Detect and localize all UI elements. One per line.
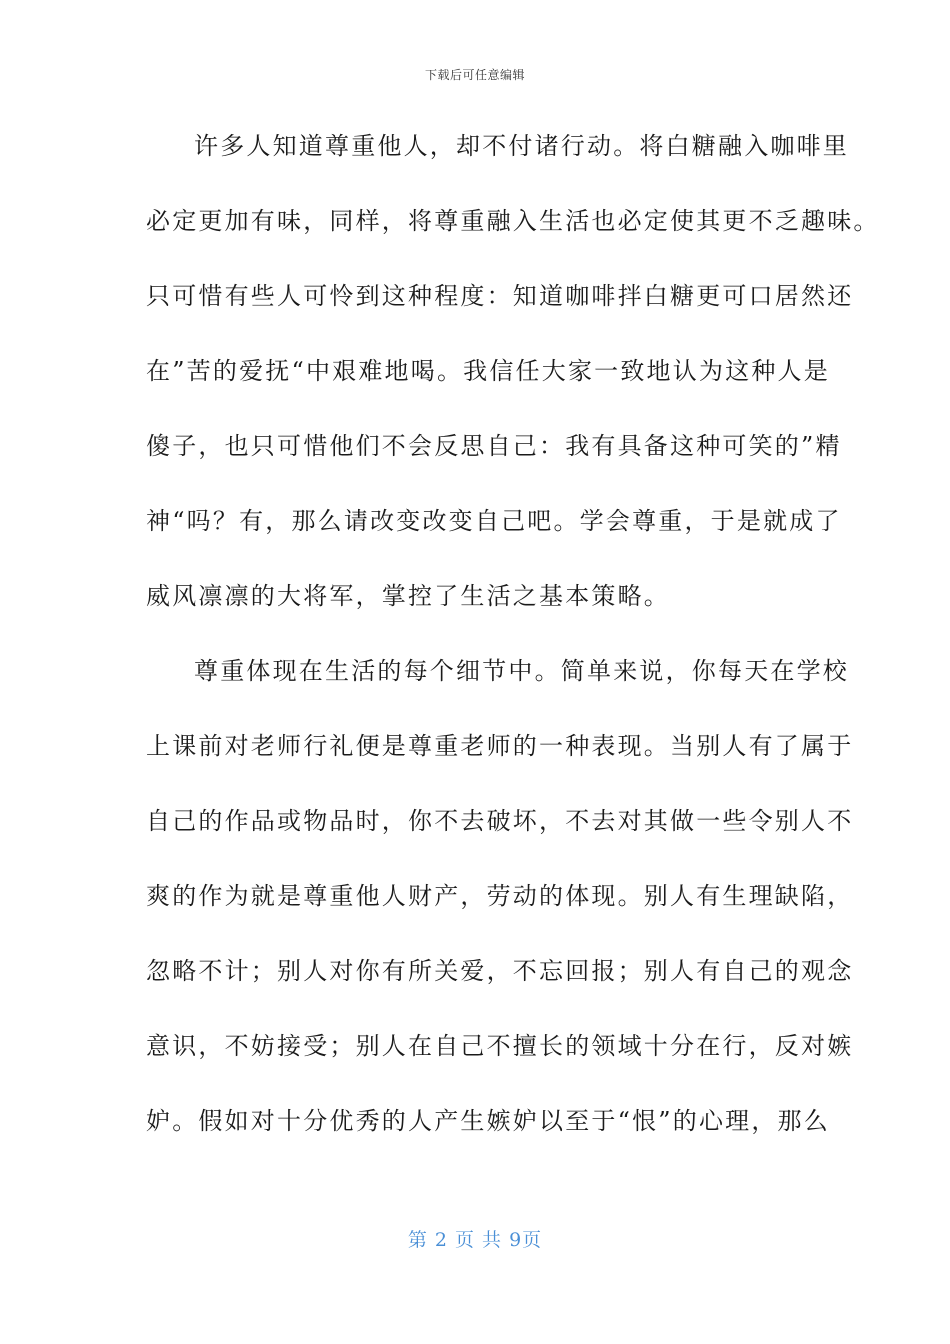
page-header-note: 下载后可任意编辑 bbox=[424, 68, 525, 82]
paragraph-2 bbox=[146, 645, 854, 1170]
paragraph-line: 在”苦的爱抚“中艰难地喝。我信任大家一致地认为这种人是 bbox=[146, 357, 830, 385]
paragraph-line: 必定更加有味，同样，将尊重融入生活也必定使其更不乏趣味。 bbox=[146, 207, 880, 235]
paragraph-line: 上课前对老师行礼便是尊重老师的一种表现。当别人有了属于 bbox=[146, 732, 854, 760]
paragraph-1 bbox=[146, 120, 880, 645]
paragraph-line: 尊重体现在生活的每个细节中。简单来说，你每天在学校 bbox=[194, 657, 849, 685]
page-number-footer: 第 2 页 共 9页 bbox=[407, 1229, 543, 1251]
paragraph-line: 威风凛凛的大将军，掌控了生活之基本策略。 bbox=[146, 582, 670, 610]
paragraph-line: 爽的作为就是尊重他人财产，劳动的体现。别人有生理缺陷， bbox=[146, 882, 854, 910]
paragraph-line: 自己的作品或物品时，你不去破坏，不去对其做一些令别人不 bbox=[146, 807, 854, 835]
paragraph-line: 忽略不计；别人对你有所关爱，不忘回报；别人有自己的观念 bbox=[146, 957, 854, 985]
paragraph-line: 傻子，也只可惜他们不会反思自己：我有具备这种可笑的”精 bbox=[146, 432, 842, 460]
paragraph-line: 许多人知道尊重他人，却不付诸行动。将白糖融入咖啡里 bbox=[194, 132, 849, 160]
paragraph-line: 意识，不妨接受；别人在自己不擅长的领域十分在行，反对嫉 bbox=[146, 1032, 854, 1060]
paragraph-line: 只可惜有些人可怜到这种程度：知道咖啡拌白糖更可口居然还 bbox=[146, 282, 854, 310]
document-body bbox=[146, 120, 880, 1170]
paragraph-line: 妒。假如对十分优秀的人产生嫉妒以至于“恨”的心理，那么 bbox=[146, 1107, 830, 1135]
paragraph-line: 神“吗？有，那么请改变改变自己吧。学会尊重，于是就成了 bbox=[146, 507, 842, 535]
